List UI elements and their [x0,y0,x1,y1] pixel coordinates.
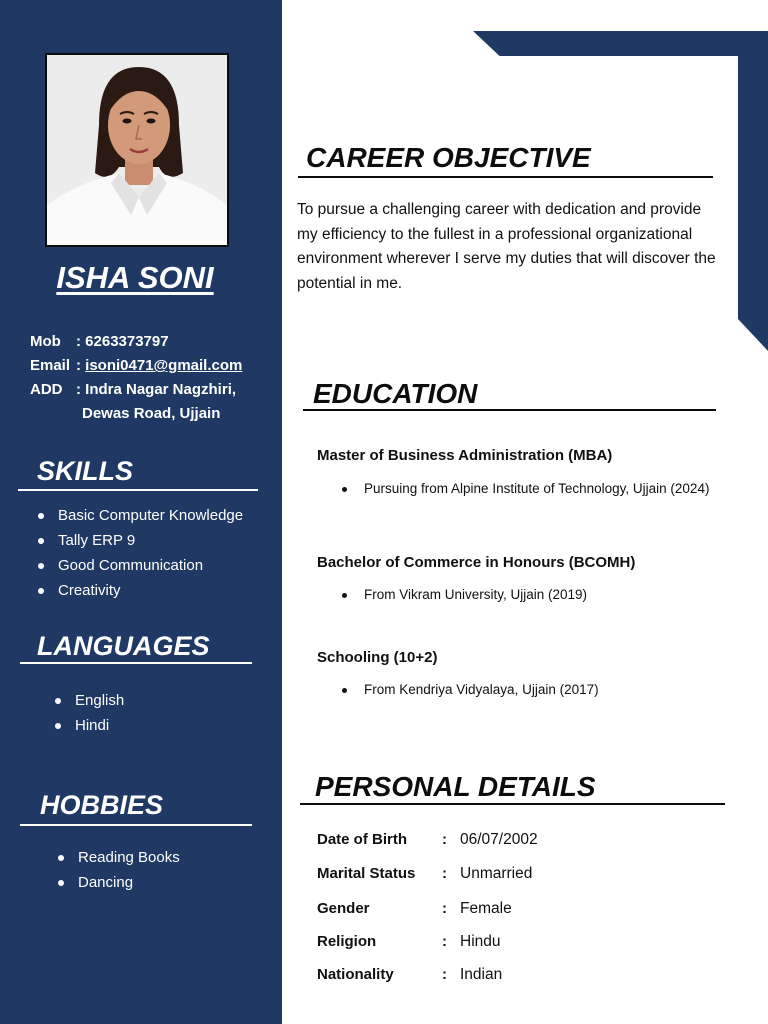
education-degree: Master of Business Administration (MBA) [317,447,613,464]
languages-divider [20,662,252,664]
list-item: From Kendriya Vidyalaya, Ujjain (2017) [340,680,710,701]
field-separator: : [442,966,447,983]
skills-heading: SKILLS [37,456,134,486]
list-item: Creativity [36,578,243,603]
field-label: Gender [317,900,370,917]
list-item: From Vikram University, Ujjain (2019) [340,585,710,606]
field-value: Unmarried [460,865,533,882]
mobile-label: Mob [30,333,61,350]
list-item: Good Communication [36,553,243,578]
sidebar [0,0,282,1024]
skills-divider [18,489,258,491]
email-link[interactable]: isoni0471@gmail.com [85,357,243,374]
career-objective-text: To pursue a challenging career with dedication and provide my efficiency to the fullest in a professional organizational environment wherever I serve my duties that will discover the potential in me. [297,201,716,292]
list-item: Reading Books [56,845,180,870]
personal-details-heading: PERSONAL DETAILS [315,771,596,802]
list-item: Basic Computer Knowledge [36,503,243,528]
education-degree: Schooling (10+2) [317,649,438,666]
personal-row-dob [317,831,538,849]
contact-mobile [30,330,242,354]
hobbies-divider [20,824,252,826]
education-detail-list [340,680,710,701]
hobbies-list [56,845,180,895]
field-value: 06/07/2002 [460,831,538,848]
education-degree: Bachelor of Commerce in Honours (BCOMH) [317,554,636,571]
education-detail-list [340,585,710,606]
field-label: Marital Status [317,865,416,882]
field-value: Female [460,900,512,917]
education-detail-list [340,479,710,500]
languages-heading: LANGUAGES [37,631,210,661]
languages-list [53,688,124,738]
personal-row-gender [317,900,512,918]
list-item: English [53,688,124,713]
field-label: Date of Birth [317,831,407,848]
email-label: Email [30,357,71,374]
field-label: Religion [317,933,377,950]
address-label: ADD [30,381,63,398]
career-objective-heading: CAREER OBJECTIVE [306,142,591,173]
personal-row-marital-status [317,865,532,883]
education-divider [303,409,716,411]
contact-address [30,378,242,402]
personal-row-nationality [317,966,502,984]
field-value: Hindu [460,933,501,950]
list-item: Pursuing from Alpine Institute of Technology, Ujjain (2024) [340,479,710,500]
email-separator: : [76,357,81,374]
field-label: Nationality [317,966,394,983]
candidate-name: ISHA SONI [56,260,214,295]
contact-email [30,354,242,378]
education-heading: EDUCATION [313,378,478,409]
corner-decoration-side [738,31,768,351]
address-line-2: Dewas Road, Ujjain [82,405,221,422]
address-line-1: : Indra Nagar Nagzhiri, [76,381,237,398]
skills-list [36,503,243,603]
field-separator: : [442,900,447,917]
list-item: Dancing [56,870,180,895]
list-item: Tally ERP 9 [36,528,243,553]
profile-photo [45,53,229,247]
personal-details-divider [300,803,725,805]
list-item: Hindi [53,713,124,738]
corner-decoration-top [473,31,768,56]
field-separator: : [442,865,447,882]
field-separator: : [442,831,447,848]
personal-row-religion [317,933,501,951]
hobbies-heading: HOBBIES [40,790,164,820]
contact-block [30,330,242,426]
field-separator: : [442,933,447,950]
mobile-value: : 6263373797 [76,333,169,350]
field-value: Indian [460,966,503,983]
career-objective-divider [298,176,713,178]
